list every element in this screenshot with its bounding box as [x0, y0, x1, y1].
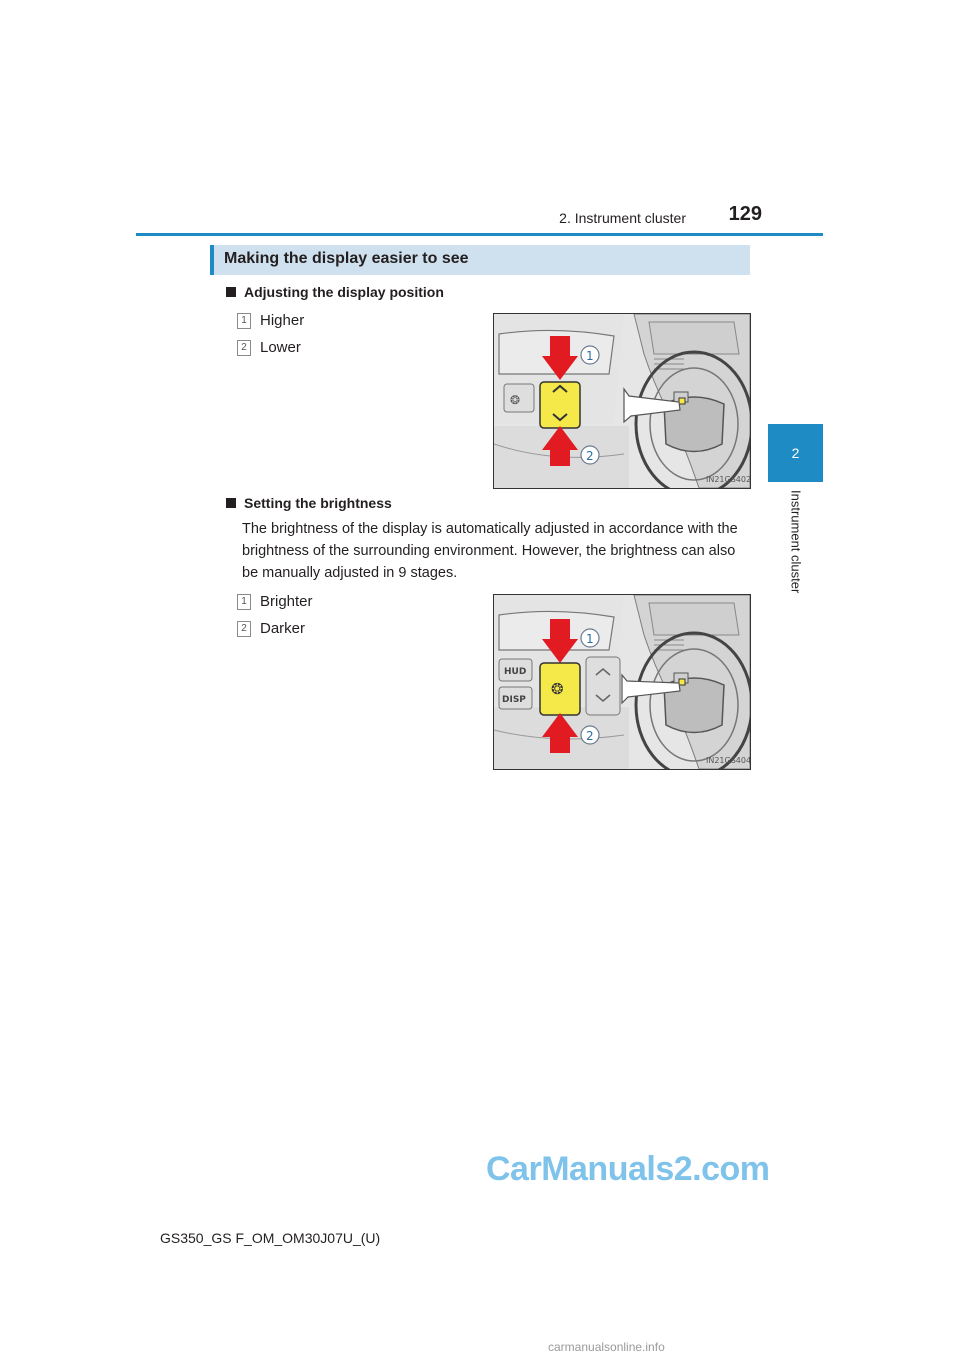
- chapter-tab-label: [786, 490, 806, 610]
- brightness-heading-text: Setting the brightness: [244, 495, 392, 511]
- position-item-2-label: Lower: [260, 339, 301, 356]
- disp-label: DISP: [502, 695, 526, 705]
- page-number: 129: [728, 203, 762, 225]
- position-item-2: [241, 339, 301, 356]
- watermark-small: carmanualsonline.info: [548, 1340, 665, 1354]
- figure1-callout-2: 2: [586, 449, 594, 463]
- number-badge: 1: [237, 594, 251, 610]
- section-title-bar: [210, 245, 750, 275]
- position-item-1: [241, 312, 305, 329]
- position-heading-text: Adjusting the display position: [244, 284, 444, 300]
- figure-brightness-illustration: [494, 595, 750, 769]
- figure-brightness: [493, 594, 751, 770]
- section-title: Making the display easier to see: [224, 250, 469, 267]
- watermark: CarManuals2.com: [486, 1150, 770, 1188]
- svg-text:❂: ❂: [551, 680, 564, 698]
- square-bullet-icon: [226, 287, 236, 297]
- figure2-callout-2: 2: [586, 729, 594, 743]
- brightness-heading: [226, 495, 392, 511]
- brightness-description: The brightness of the display is automatically adjusted in accordance with the brightness of the surrounding environment. However, the brightness can also be manually adjusted in 9 stages.: [242, 521, 738, 581]
- number-badge: 2: [237, 340, 251, 356]
- figure1-callout-1: 1: [586, 349, 594, 363]
- footer-doc-code: GS350_GS F_OM_OM30J07U_(U): [160, 1230, 381, 1246]
- header-rule: [136, 233, 823, 236]
- chapter-tab-label-text: Instrument cluster: [788, 490, 804, 594]
- running-header-section: 2. Instrument cluster: [559, 210, 686, 226]
- brightness-item-1: [241, 593, 313, 610]
- position-heading: [226, 284, 444, 300]
- figure-display-position: [493, 313, 751, 489]
- figure2-callout-1: 1: [586, 632, 594, 646]
- chapter-tab-number: 2: [791, 445, 800, 461]
- brightness-item-1-label: Brighter: [260, 593, 313, 610]
- brightness-item-2: [241, 620, 306, 637]
- figure1-code: IN21GS402: [706, 475, 750, 484]
- chapter-tab: [768, 424, 823, 482]
- square-bullet-icon: [226, 498, 236, 508]
- position-item-1-label: Higher: [260, 312, 305, 329]
- number-badge: 1: [237, 313, 251, 329]
- hud-label: HUD: [504, 667, 527, 677]
- brightness-item-2-label: Darker: [260, 620, 306, 637]
- figure-display-position-illustration: [494, 314, 750, 488]
- section-title-strip: [210, 245, 214, 275]
- svg-text:❂: ❂: [510, 393, 521, 407]
- figure2-code: IN21GS404: [706, 756, 750, 765]
- number-badge: 2: [237, 621, 251, 637]
